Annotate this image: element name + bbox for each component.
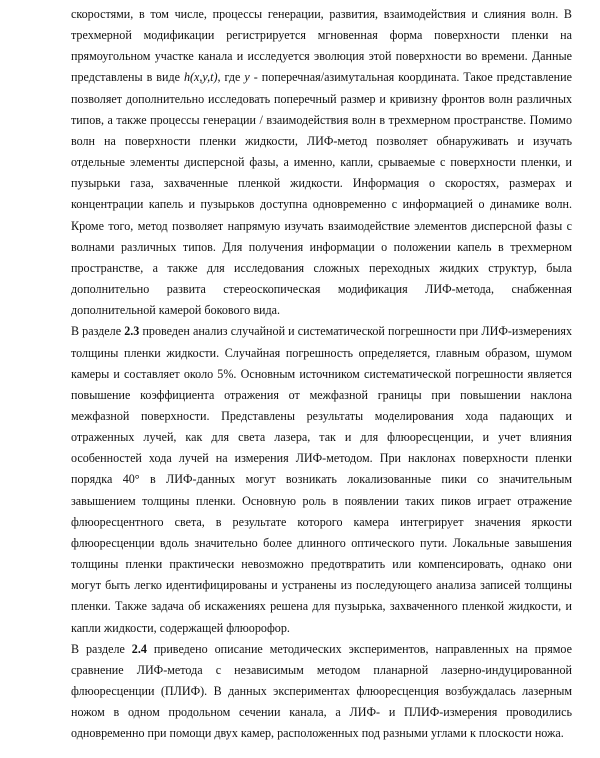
paragraph-text: В разделе: [71, 324, 125, 339]
paragraph-text: В разделе: [71, 641, 132, 656]
paragraph-text: - поперечная/азимутальная координата. Такое представление позволяет дополнительно исследовать поперечный размер и кривизну фронтов волн различных типов, а также процессы генерации / взаимодействия волн в трехмерном пространстве. Помимо волн на поверхности пленки жидкости, ЛИФ-метод позволяет обнаруживать и изучать отдельные элементы дисперсной фазы, а именно, капли, срываемые с поверхности пленки, и пузырьки газа, захваченные пленкой жидкости. Информация о скоростях, размерах и концентрации капель и пузырьков доступна одновременно с информацией о динамике волн. Кроме того, метод позволяет напрямую изучать взаимодействие элементов дисперсной фазы с волнами различных типов. Для получения информации о положении капель в трехмерном пространстве, а также для исследования сложных переходных жидких структур, была дополнительно развита стереоскопическая модификация ЛИФ-метода, снабженная дополнительной камерой бокового вида.: [71, 70, 572, 318]
math-y-variable: y: [244, 70, 250, 85]
paragraph-text: скоростями, в том числе, процессы генерации, развития, взаимодействия и слияния волн. В трехмерной модификации регистрируется мгновенная форма поверхности пленки на прямоугольном участке канала и исследуется эволюция этой поверхности во времени. Данные представлены в виде: [71, 7, 572, 85]
paragraph-section-2-4: [71, 639, 572, 745]
section-ref-2-4: 2.4: [131, 641, 147, 656]
paragraph-text: приведено описание методических экспериментов, направленных на прямое сравнение ЛИФ-метода с независимым методом планарной лазерно-индуцированной флюоресценции (ПЛИФ). В данных экспериментах флюоресценция возбуждалась лазерным ножом в одном продольном сечении канала, а ЛИФ- и ПЛИФ-измерения проводились одновременно при помощи двух камер, расположенных под разными углами к плоскости ножа.: [71, 641, 572, 741]
paragraph-lif-method-capabilities: [71, 4, 572, 321]
paragraph-text: проведен анализ случайной и систематической погрешности при ЛИФ-измерениях толщины пленки жидкости. Случайная погрешность определяется, главным образом, шумом камеры и составляет около 5%. Основным источником систематической погрешности является повышение коэффициента отражения от межфазной границы при повышении наклона межфазной поверхности. Представлены результаты моделирования хода падающих и отраженных лучей, как для света лазера, так и для флюоресценции, и учет влияния особенностей хода лучей на измерения ЛИФ-методом. При наклонах поверхности пленки порядка 40° в ЛИФ-данных могут возникать локализованные пики со значительным завышением толщины пленки. Основную роль в появлении таких пиков играет отражение флюоресцентного света, в результате которого камера интегрирует значения яркости флюоресценции вдоль значительно более длинного оптического пути. Локальные завышения толщины пленки практически невозможно предотвратить или компенсировать, однако они могут быть легко идентифицированы и устранены из последующего анализа записей толщины пленки. Также задача об искажениях решена для пузырька, захваченного пленкой жидкости, и капли жидкости, содержащей флюорофор.: [71, 324, 572, 635]
section-ref-2-3: 2.3: [124, 324, 140, 339]
math-h-function: h(x,y,t): [183, 70, 218, 85]
paragraph-text: , где: [217, 70, 245, 85]
paragraph-section-2-3: [71, 321, 572, 638]
